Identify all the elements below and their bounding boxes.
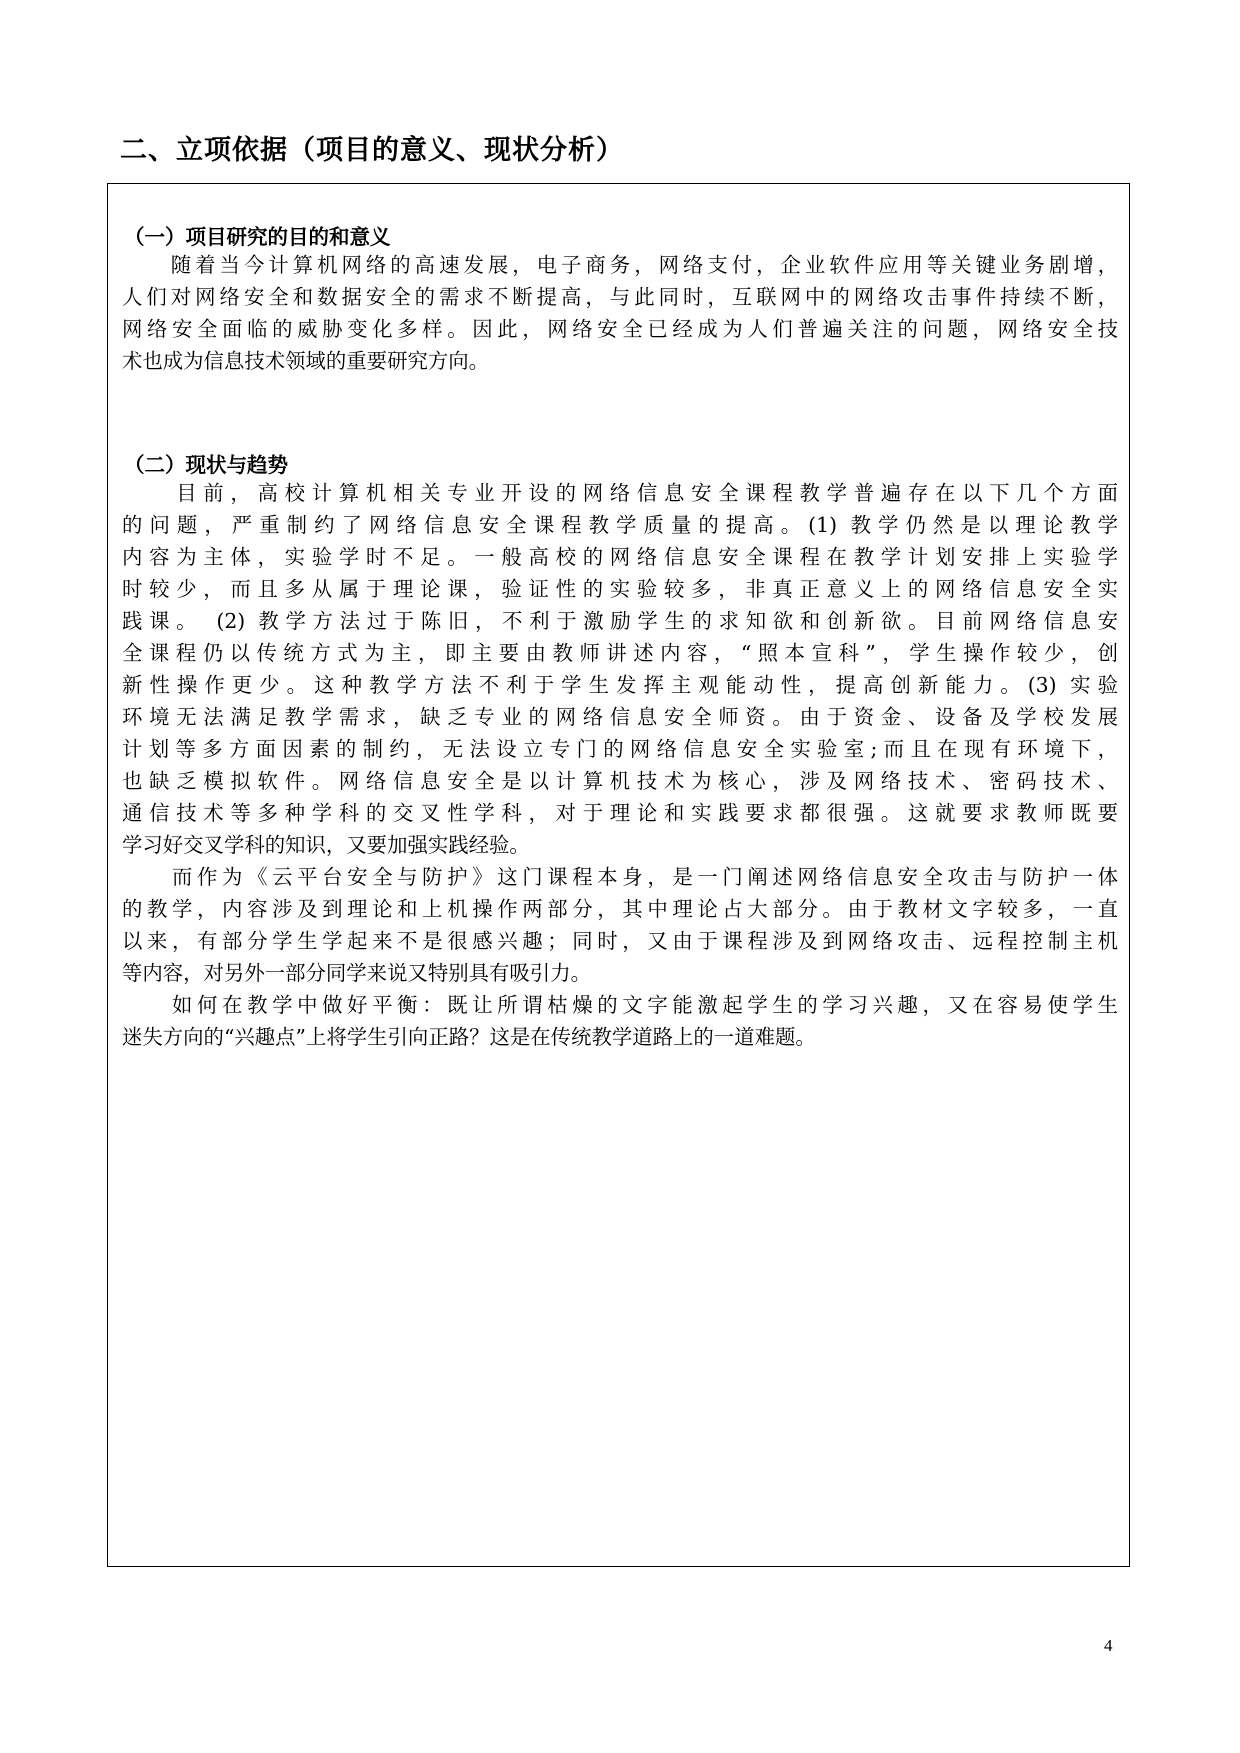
section2-paragraph-1 <box>122 477 1118 861</box>
section2-paragraph-2 <box>122 861 1118 989</box>
text-line: 网络安全面临的威胁变化多样。因此，网络安全已经成为人们普遍关注的问题，网络安全技 <box>122 317 1118 341</box>
section1-title: （一）项目研究的目的和意义 <box>124 225 391 249</box>
page-number: 4 <box>1104 1636 1113 1655</box>
text-line: 而作为《云平台安全与防护》这门课程本身，是一门阐述网络信息安全攻击与防护一体 <box>122 865 1118 889</box>
text-line: 环境无法满足教学需求，缺乏专业的网络信息安全师资。由于资金、设备及学校发展 <box>122 705 1118 729</box>
text-line: 全课程仍以传统方式为主，即主要由教师讲述内容，“照本宣科”，学生操作较少，创 <box>122 641 1118 665</box>
text-line: 的问题，严重制约了网络信息安全课程教学质量的提高。(1) 教学仍然是以理论教学 <box>122 513 1118 537</box>
text-line: 通信技术等多种学科的交叉性学科，对于理论和实践要求都很强。这就要求教师既要 <box>122 801 1118 825</box>
text-line: 的教学，内容涉及到理论和上机操作两部分，其中理论占大部分。由于教材文字较多，一直 <box>122 897 1118 921</box>
text-line: 目前，高校计算机相关专业开设的网络信息安全课程教学普遍存在以下几个方面 <box>122 481 1118 505</box>
text-line: 以来，有部分学生学起来不是很感兴趣；同时，又由于课程涉及到网络攻击、远程控制主机 <box>122 929 1118 953</box>
text-line: 计划等多方面因素的制约，无法设立专门的网络信息安全实验室;而且在现有环境下， <box>122 737 1118 761</box>
page-heading: 二、立项依据（项目的意义、现状分析） <box>120 135 624 166</box>
text-line: 等内容，对另外一部分同学来说又特别具有吸引力。 <box>122 961 591 985</box>
text-line: 随着当今计算机网络的高速发展，电子商务，网络支付，企业软件应用等关键业务剧增， <box>122 253 1118 277</box>
text-line: 也缺乏模拟软件。网络信息安全是以计算机技术为核心，涉及网络技术、密码技术、 <box>122 769 1118 793</box>
text-line: 时较少，而且多从属于理论课，验证性的实验较多，非真正意义上的网络信息安全实 <box>122 577 1118 601</box>
text-line: 践课。 (2) 教学方法过于陈旧，不利于激励学生的求知欲和创新欲。目前网络信息安 <box>122 609 1118 633</box>
text-line: 内容为主体，实验学时不足。一般高校的网络信息安全课程在教学计划安排上实验学 <box>122 545 1118 569</box>
text-line: 迷失方向的“兴趣点”上将学生引向正路？这是在传统教学道路上的一道难题。 <box>122 1025 816 1049</box>
text-line: 人们对网络安全和数据安全的需求不断提高，与此同时，互联网中的网络攻击事件持续不断， <box>122 285 1118 309</box>
section1-paragraph <box>122 249 1118 377</box>
text-line: 新性操作更少。这种教学方法不利于学生发挥主观能动性，提高创新能力。(3) 实验 <box>122 673 1118 697</box>
text-line: 术也成为信息技术领域的重要研究方向。 <box>122 349 490 373</box>
text-line: 学习好交叉学科的知识，又要加强实践经验。 <box>122 833 530 857</box>
section2-title: （二）现状与趋势 <box>124 453 288 477</box>
section2-paragraph-3 <box>122 989 1118 1053</box>
text-line: 如何在教学中做好平衡：既让所谓枯燥的文字能激起学生的学习兴趣，又在容易使学生 <box>122 993 1118 1017</box>
